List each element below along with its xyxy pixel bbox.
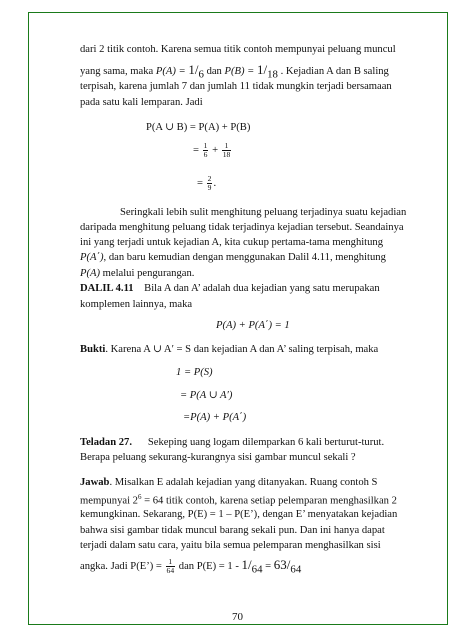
bukti-step2: = P(A ∪ A′) xyxy=(180,390,233,401)
bukti-line: Bukti. Karena A ∪ A′ = S dan kejadian A dan A’ saling terpisah, maka xyxy=(80,344,379,355)
eq1-step1: = $\frac{1}{6}$ + $\frac{1}{18}$ xyxy=(193,141,231,159)
jawab-line4: bahwa sisi gambar tidak muncul barang sekali pun. Dan ini hanya dapat xyxy=(80,525,385,536)
jawab-line3: kemungkinan. Sekarang, P(E) = 1 – P(E’), dengan E’ menyatakan kejadian xyxy=(80,509,398,520)
jawab-line5: terjadi dalam satu cara, yaitu bila semua pelemparan menghasilkan sisi xyxy=(80,540,381,551)
jawab-line2: mempunyai $2^6 = 64$ titik contoh, karena setiap pelemparan menghasilkan 2 xyxy=(80,493,397,507)
eq1-lhs: P(A ∪ B) = P(A) + P(B) xyxy=(146,122,251,133)
para2-line2: daripada menghitung peluang tidak terjadinya kejadian tersebut. Seandainya xyxy=(80,222,404,233)
jawab-line6: angka. Jadi P(E’) = $\frac{1}{64}$ dan $P(E) = 1 - 1/_{64} = 63/_{64}$ xyxy=(80,557,302,576)
eq1-step2: = $\frac{2}{9}$ . xyxy=(197,174,217,192)
bukti-step1: 1 = P(S) xyxy=(176,367,213,378)
para1-line1: dari 2 titik contoh. Karena semua titik contoh mempunyai peluang muncul xyxy=(80,44,396,55)
teladan-line1: Teladan 27. Sekeping uang logam dilemparkan 6 kali berturut-turut. xyxy=(80,437,385,448)
para1-line2: yang sama, maka $P(A) = 1/_6$ dan $P(B) = 1/_{18}$ . Kejadian A dan B saling xyxy=(80,62,389,81)
bukti-step3: =P(A) + P(A΄) xyxy=(183,412,247,423)
para2-line5: P(A) melalui pengurangan. xyxy=(80,268,195,279)
para2-line1: Seringkali lebih sulit menghitung peluang terjadinya suatu kejadian xyxy=(120,207,407,218)
dalil-formula: P(A) + P(A΄) = 1 xyxy=(216,320,290,331)
para2-line3: ini yang terjadi untuk kejadian A, kita cukup pertama-tama menghitung xyxy=(80,237,384,248)
para1-line3: terpisah, karena jumlah 7 dan jumlah 11 tidak mungkin terjadi bersamaan xyxy=(80,81,392,92)
para1-line4: pada satu kali lemparan. Jadi xyxy=(80,97,203,108)
dalil-line1: DALIL 4.11 Bila A dan A’ adalah dua kejadian yang satu merupakan xyxy=(80,283,380,294)
page-number: 70 xyxy=(232,611,243,623)
dalil-line2: komplemen lainnya, maka xyxy=(80,299,193,310)
para2-line4: P(A΄), dan baru kemudian dengan menggunakan Dalil 4.11, menghitung xyxy=(80,252,386,263)
teladan-line2: Berapa peluang sekurang-kurangnya sisi gambar muncul sekali ? xyxy=(80,452,356,463)
jawab-line1: Jawab. Misalkan E adalah kejadian yang ditanyakan. Ruang contoh S xyxy=(80,477,378,488)
